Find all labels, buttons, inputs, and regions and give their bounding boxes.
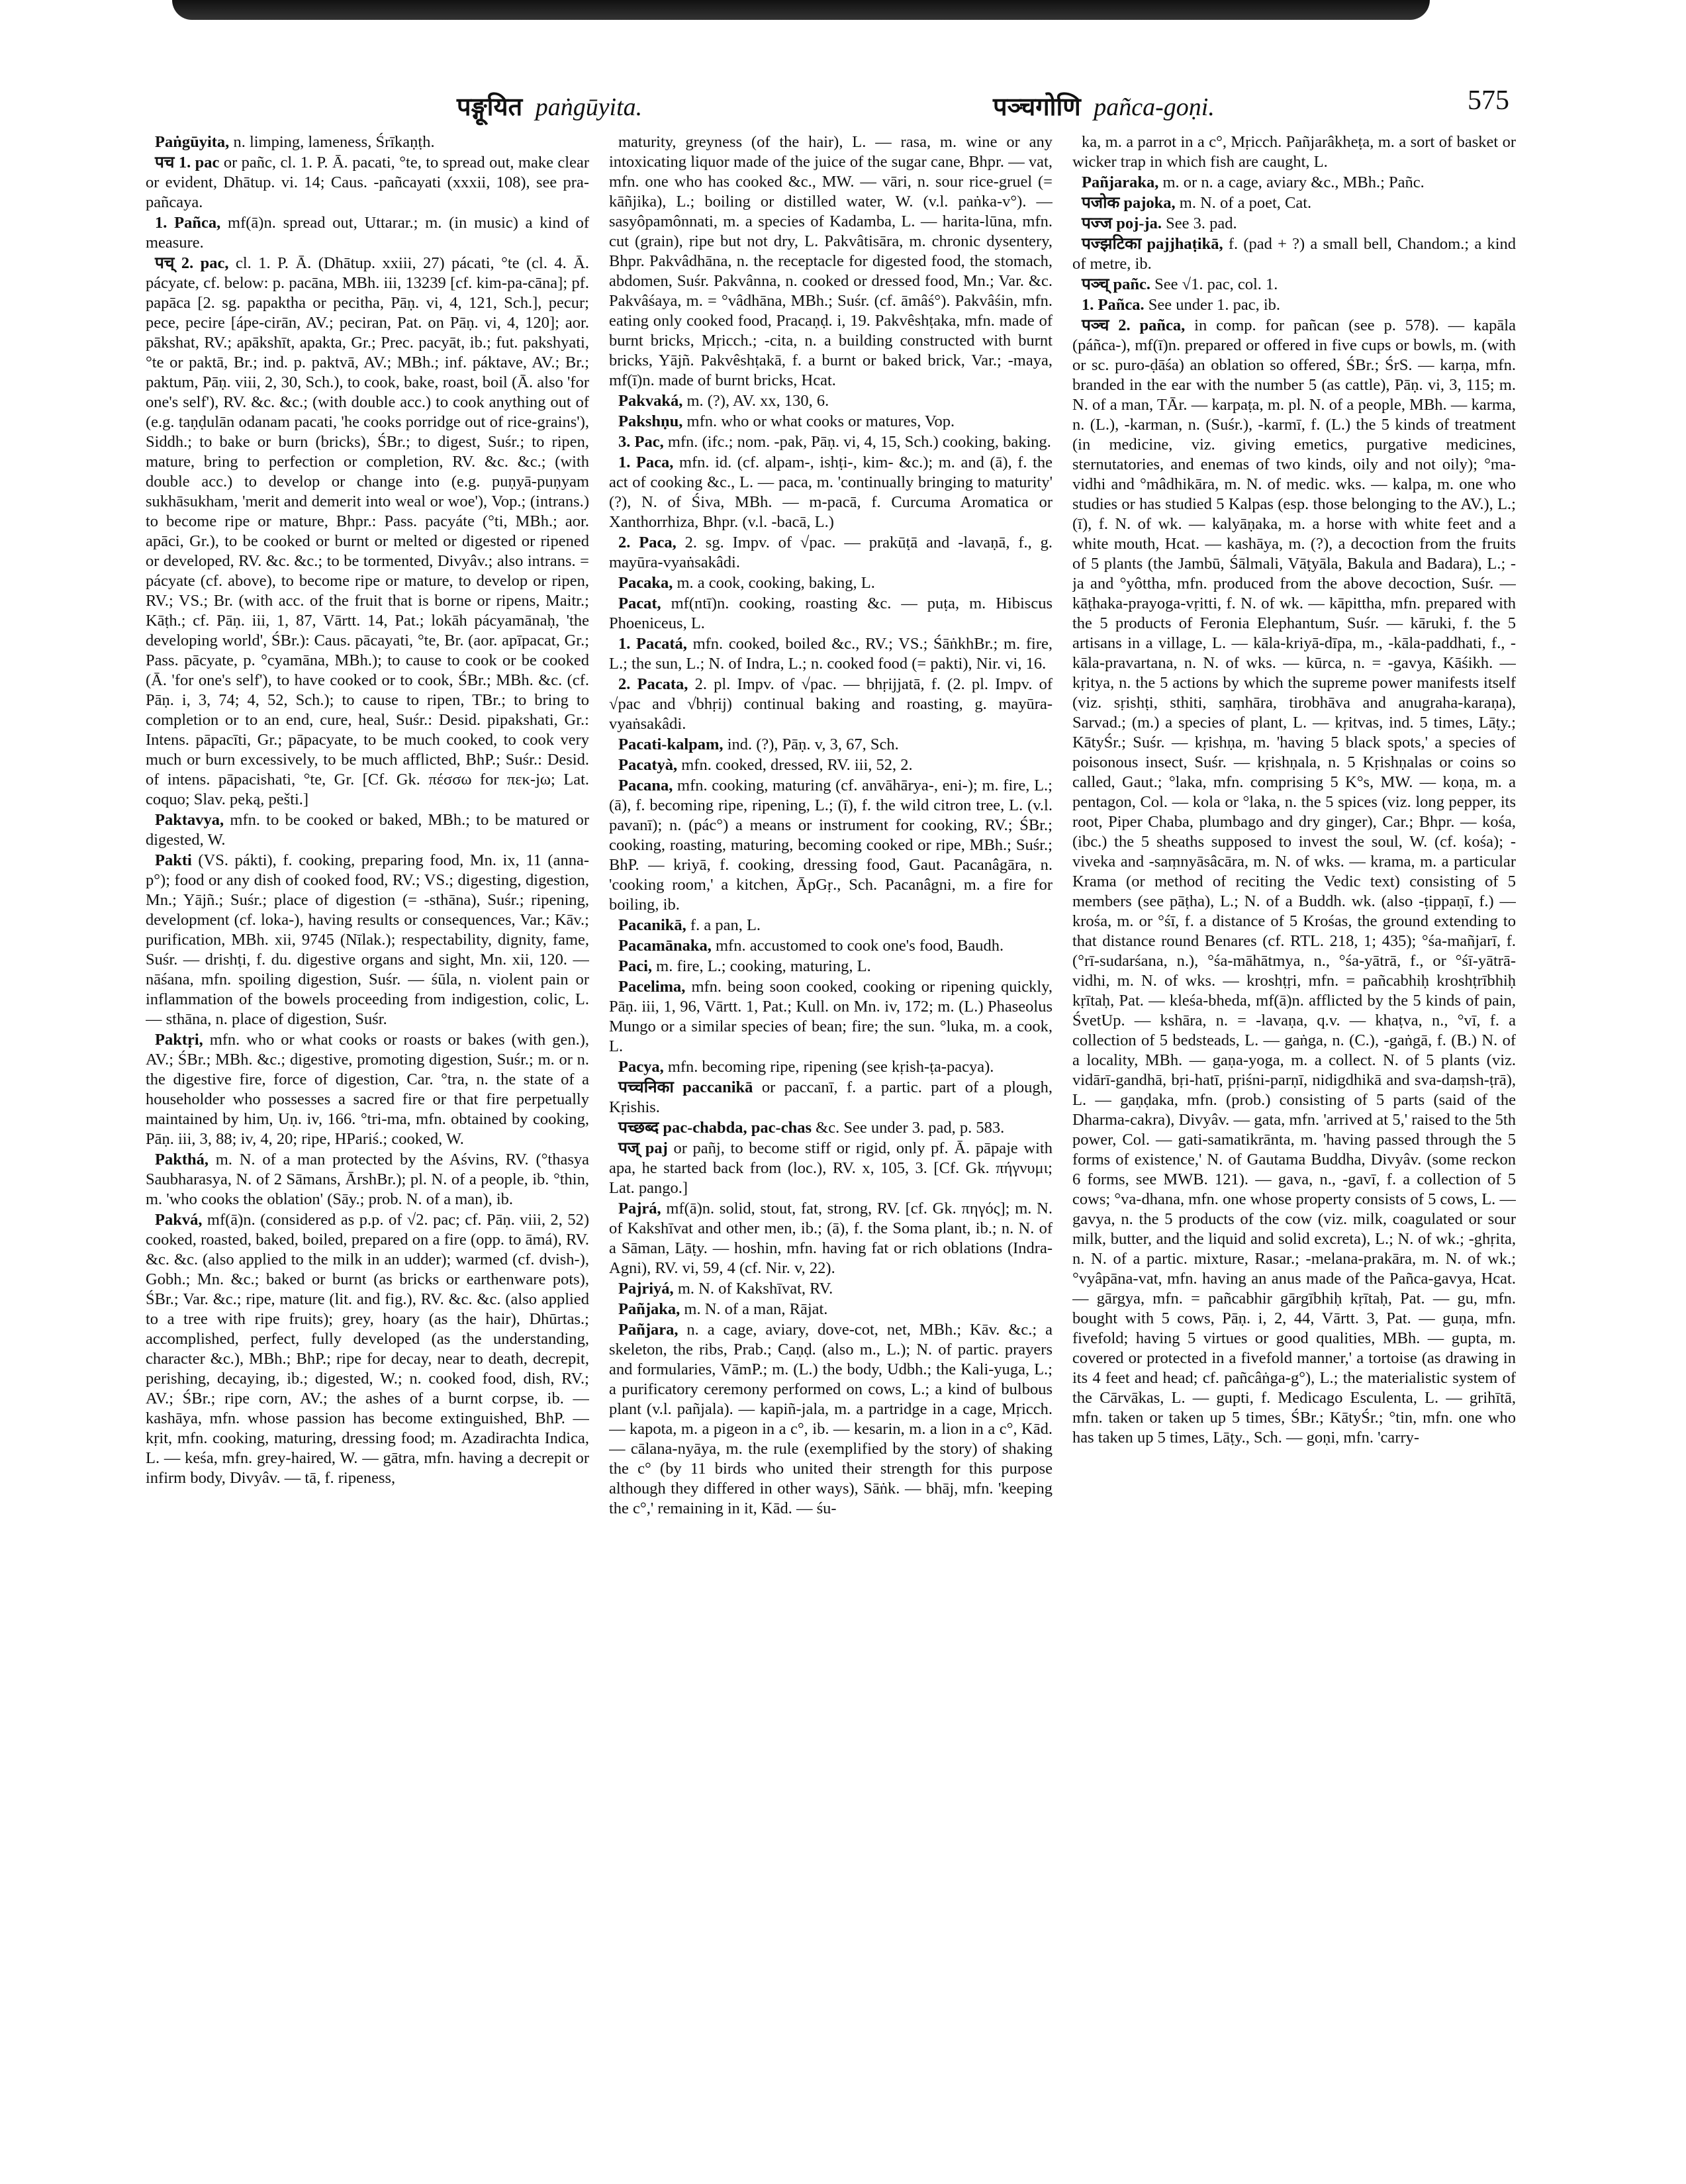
entry-text: mfn. accustomed to cook one's food, Baudh.	[716, 937, 1004, 955]
entry-headword: पजोक pajoka,	[1082, 194, 1176, 212]
entry-text: mfn. being soon cooked, cooking or ripening quickly, Pāṇ. iii, 1, 96, Vārtt. 1, Pat.; Kull. on Mn. iv, 172; m. (L.) Phaseolus Mungo or a similar species of bean; fire; the sun. °luka, m. a cook, L.	[609, 978, 1053, 1055]
entry-text: ind. (?), Pāṇ. v, 3, 67, Sch.	[727, 736, 899, 753]
dictionary-entry	[609, 412, 1053, 432]
entry-headword: 1. Pañca,	[155, 214, 221, 232]
dictionary-entry	[609, 776, 1053, 915]
entry-text: m. N. of a man, Rājat.	[684, 1300, 828, 1318]
entry-headword: पञ्च 2. pañca,	[1082, 316, 1186, 334]
entry-headword: Pakshṇu,	[618, 412, 683, 430]
entry-headword: 1. Paca,	[618, 453, 674, 471]
dictionary-entry	[1072, 234, 1516, 274]
entry-text: m. N. of Kakshīvat, RV.	[677, 1280, 833, 1298]
entry-text: maturity, greyness (of the hair), L. — rasa, m. wine or any intoxicating liquor made of the juice of the sugar cane, Bhpr. — vat, mfn. one who has cooked &c., MW. — vāri, n. sour rice-gruel (= kāñjika), L.; boiling or distilled water, W. (v.l. paṅka-v°). — sasyôpamônnati, m. a species of Kadamba, L. — harita-lūna, mfn. cut (grain), ripe but not dry, L. Pakvâtisāra, m. chronic dysentery, Bhpr. Pakvâdhāna, n. the receptacle for digested food, the stomach, abdomen, Suśr. Pakvânna, n. cooked or dressed food, Mn.; Var. &c. Pakvâśaya, m. = °vâdhāna, MBh.; Suśr. (cf. āmâś°). Pakvâśin, mfn. eating only cooked food, Pracaṇḍ. i, 19. Pakvêshṭaka, mfn. made of burnt bricks, Mṛicch.; -cita, n. a building constructed with burnt bricks, Yājñ. Pakvêshṭakā, f. a burnt or baked brick, Var.; -maya, mf(ī)n. made of burnt bricks, Hcat.	[609, 133, 1053, 389]
dictionary-entry	[609, 594, 1053, 634]
entry-headword: 1. Pañca.	[1082, 296, 1145, 314]
entry-text: mfn. who or what cooks or matures, Vop.	[686, 412, 955, 430]
entry-headword: Pacanikā,	[618, 916, 686, 934]
dictionary-entry	[609, 132, 1053, 391]
dictionary-entry	[609, 1139, 1053, 1198]
entry-headword: Pacelima,	[618, 978, 686, 996]
entry-text: ka, m. a parrot in a c°, Mṛicch. Pañjarâkheṭa, m. a sort of basket or wicker trap in which fish are caught, L.	[1072, 133, 1516, 171]
entry-headword: पच्चनिका paccanikā	[618, 1078, 753, 1096]
entry-headword: Paktavya,	[155, 811, 224, 829]
dictionary-entry	[146, 1150, 589, 1210]
column-1	[146, 132, 589, 2158]
column-3	[1072, 132, 1516, 2158]
dictionary-entry	[146, 810, 589, 850]
entry-headword: पञ्च् pañc.	[1082, 275, 1151, 293]
entry-text: mfn. becoming ripe, ripening (see kṛish-ṭa-pacya).	[667, 1058, 994, 1076]
entry-headword: Paṅgūyita,	[155, 133, 230, 151]
entry-text: mf(ā)n. (considered as p.p. of √2. pac; cf. Pāṇ. viii, 2, 52) cooked, roasted, baked, boiled, prepared on a fire (opp. to āmá), RV. &c. &c. (also applied to the milk in an udder); warmed (cf. dvish-), Gobh.; Mn. &c.; baked or burnt (as bricks or earthenware pots), ŚBr.; Var. &c.; ripe, mature (lit. and fig.), RV. &c. &c. (also applied to a tree with ripe fruits); grey, hoary (as the hair), Dhūrtas.; accomplished, perfect, fully developed (as the understanding, character &c.), MBh.; BhP.; ripe for decay, near to death, decrepit, perishing, decaying, ib.; digested, W.; n. cooked food, dish, RV.; AV.; ŚBr.; ripe corn, AV.; the ashes of a burnt corpse, ib. — kashāya, mfn. whose passion has become extinguished, BhP. — kṛit, mfn. cooking, maturing, dressing food; m. Azadirachta Indica, L. — keśa, mfn. grey-haired, W. — gātra, mfn. having a decrepit or infirm body, Divyâv. — tā, f. ripeness,	[146, 1211, 589, 1487]
entry-headword: Pacati-kalpam,	[618, 736, 724, 753]
entry-headword: पज् paj	[618, 1139, 668, 1157]
running-head	[146, 79, 1509, 139]
dictionary-entry	[609, 634, 1053, 674]
entry-text: (VS. pákti), f. cooking, preparing food, Mn. ix, 11 (anna-p°); food or any dish of cooked food, RV.; VS.; digesting, digestion, Mn.; Yājñ.; Suśr.; place of digestion (= -sthāna), Suśr.; ripening, development (cf. loka-), having results or consequences, Var.; Kāv.; purification, MBh. xii, 9745 (Nīlak.); respectability, dignity, fame, Suśr. — drishṭi, f. du. digestive organs and sight, Mn. xii, 120. — nāśana, mfn. spoiling digestion, Suśr. — śūla, n. violent pain or inflammation of the bowels proceeding from indigestion, colic, L. — sthāna, n. place of digestion, Suśr.	[146, 851, 589, 1028]
dictionary-entry	[146, 1030, 589, 1149]
entry-text: or paccanī, f. a partic. part of a plough, Kṛishis.	[609, 1078, 1053, 1116]
entry-headword: 1. Pacatá,	[618, 635, 687, 653]
dictionary-entry	[146, 851, 589, 1029]
entry-text: mf(ā)n. spread out, Uttarar.; m. (in music) a kind of measure.	[146, 214, 589, 252]
entry-headword: Pajriyá,	[618, 1280, 674, 1298]
dictionary-entry	[1072, 316, 1516, 1448]
entry-text: mfn. cooked, boiled &c., RV.; VS.; ŚāṅkhBr.; m. fire, L.; the sun, L.; N. of Indra, L.; n. cooked food (= pakti), Nir. vi, 16.	[609, 635, 1053, 673]
running-head-left-devanagari: पङ्गूयित	[457, 92, 523, 121]
entry-headword: 2. Pacata,	[618, 675, 688, 693]
entry-text: m. N. of a man protected by the Aśvins, RV. (°thasya Saubharasya, N. of 2 Sāmans, ĀrshBr.); pl. N. of a people, ib. °thin, m. 'who cooks the oblation' (Sāy.; prob. N. of a man), ib.	[146, 1151, 589, 1208]
entry-headword: Pacatyà,	[618, 756, 678, 774]
dictionary-entry	[146, 254, 589, 810]
entry-text: f. a pan, L.	[690, 916, 761, 934]
running-head-left	[457, 89, 642, 123]
dictionary-entry	[146, 153, 589, 213]
entry-text: See 3. pad.	[1166, 214, 1237, 232]
column-2	[609, 132, 1053, 2158]
running-head-right-devanagari: पञ्चगोणि	[993, 92, 1081, 121]
entry-headword: Pakti	[155, 851, 192, 869]
dictionary-entry	[1072, 193, 1516, 213]
entry-headword: Pacaka,	[618, 574, 673, 592]
dictionary-entry	[609, 391, 1053, 411]
dictionary-entry	[609, 1300, 1053, 1319]
entry-text: See √1. pac, col. 1.	[1154, 275, 1278, 293]
entry-headword: Pakvaká,	[618, 392, 683, 410]
entry-text: 2. sg. Impv. of √pac. — prakūṭā and -lavaṇā, f., g. mayūra-vyaṅsakâdi.	[609, 534, 1053, 571]
entry-text: n. a cage, aviary, dove-cot, net, MBh.; Kāv. &c.; a skeleton, the ribs, Prab.; Caṇḍ. (also m., L.); N. of partic. prayers and formularies, VāmP.; m. (L.) the body, Udbh.; the Kali-yuga, L.; a purificatory ceremony performed on cows, L.; a kind of bulbous plant (v.l. pañjala). — kapiñ-jala, m. a partridge in a cage, Mṛicch. — kapota, m. a pigeon in a c°, ib. — kesarin, m. a lion in a c°, Kād. — cālana-nyāya, m. the rule (exemplified by the story) of shaking the c° (by 11 birds who united their strength for this purpose although they differed in other ways), Sāṅk. — bhāj, mfn. 'keeping the c°,' remaining in it, Kād. — śu-	[609, 1321, 1053, 1517]
entry-text: &c. See under 3. pad, p. 583.	[816, 1119, 1005, 1137]
dictionary-entry	[146, 132, 589, 152]
dictionary-entry	[609, 1057, 1053, 1077]
entry-headword: पच्छब्द pac-chabda, pac-chas	[618, 1119, 812, 1137]
dictionary-entry	[609, 675, 1053, 734]
entry-text: 2. pl. Impv. of √pac. — bhṛijjatā, f. (2. pl. Impv. of √pac and √bhṛij) continual baking and roasting, g. mayūra-vyaṅsakâdi.	[609, 675, 1053, 733]
dictionary-entry	[1072, 132, 1516, 172]
running-head-right	[993, 89, 1215, 123]
entry-headword: Pañjara,	[618, 1321, 679, 1339]
dictionary-entry	[609, 936, 1053, 956]
entry-text: cl. 1. P. Ā. (Dhātup. xxiii, 27) pácati, °te (cl. 4. Ā. pácyate, cf. below: p. pacāna, MBh. iii, 13239 [cf. kim-pa-cāna]; pf. papāca [2. sg. papaktha or pecitha, Pāṇ. vi, 4, 121, Sch.], pecur; pece, pecire [ápe-cirān, AV.; peciran, Pat. on Pāṇ. vi, 4, 120]; aor. pākshat, RV.; apākshīt, apakta, Gr.; Prec. pacyāt, ib.; fut. pakshyati, °te or paktā, Br.; ind. p. paktvā, AV.; MBh.; inf. páktave, AV.; Br.; paktum, Pāṇ. viii, 2, 30, Sch.), to cook, bake, roast, boil (Ā. also 'for one's self'), RV. &c. &c.; (with double acc.) to cook anything out of (e.g. taṇḍulān odanam pacati, 'he cooks porridge out of rice-grains'), Siddh.; to bake or burn (bricks), ŚBr.; to digest, Suśr.; to ripen, mature, bring to perfection or completion, RV. &c. &c.; (with double acc.) to develop or change into (e.g. puṇyā-puṇyam sukhāsukham, 'merit and demerit into weal or woe'), Vop.; (intrans.) to become ripe or mature, Bhpr.: Pass. pacyáte (°ti, MBh.; aor. apāci, Gr.), to be cooked or burnt or melted or digested or ripened or developed, RV. &c. &c.; to be tormented, Divyâv.; also intrans. = pácyate (cf. above), to become ripe or mature, to develop or ripen, RV.; VS.; Br. (with acc. of the fruit that is borne or ripens, Maitr.; Kāṭh.; cf. Pāṇ. iii, 1, 87, Vārtt. 14, Pat.; lokāh pácyamānaḥ, 'the developing world', ŚBr.): Caus. pācayati, °te, Br. (aor. apīpacat, Gr.; Pass. pācyate, p. °cyamāna, MBh.); to cause to cook or be cooked (Ā. 'for one's self'), to have cooked or to cook, ŚBr.; MBh. &c. (cf. Pāṇ. i, 3, 74; 4, 52, Sch.); to cause to ripen, TBr.; to bring to completion or to an end, cure, heal, Suśr.: Desid. pipakshati, Gr.: Intens. pāpacīti, Gr.; pāpacyate, to be much cooked, to cook very much or burn excessively, to be much afflicted, BhP.; Suśr.: Desid. of intens. pāpacishati, °te, Gr. [Cf. Gk. πέσσω for πεκ-jω; Lat. coquo; Slav. peką, pešti.]	[146, 254, 589, 808]
entry-headword: पच् 2. pac,	[155, 254, 229, 272]
entry-headword: Pacat,	[618, 594, 661, 612]
dictionary-entry	[609, 977, 1053, 1057]
dictionary-entry	[609, 1279, 1053, 1299]
entry-text: mfn. id. (cf. alpam-, ishṭi-, kim- &c.); m. and (ā), f. the act of cooking &c., L. — paca, m. 'continually bringing to maturity' (?), N. of Śiva, MBh. — m-pacā, f. Curcuma Aromatica or Xanthorrhiza, Bhpr. (v.l. -bacā, L.)	[609, 453, 1053, 531]
entry-headword: Pañjaraka,	[1082, 173, 1159, 191]
entry-headword: पज्झटिका pajjhaṭikā,	[1082, 235, 1223, 253]
entry-text: mf(ntī)n. cooking, roasting &c. — puṭa, m. Hibiscus Phoeniceus, L.	[609, 594, 1053, 632]
dictionary-entry	[1072, 275, 1516, 295]
dictionary-entry	[1072, 295, 1516, 315]
running-head-right-latin: pañca-goṇi.	[1094, 93, 1215, 121]
page-top-shadow	[172, 0, 1430, 20]
dictionary-entry	[609, 755, 1053, 775]
dictionary-columns	[146, 132, 1516, 2158]
dictionary-entry	[609, 573, 1053, 593]
dictionary-entry	[609, 533, 1053, 573]
entry-text: m. fire, L.; cooking, maturing, L.	[656, 957, 871, 975]
entry-text: mfn. to be cooked or baked, MBh.; to be matured or digested, W.	[146, 811, 589, 849]
entry-headword: Pakvá,	[155, 1211, 203, 1229]
entry-text: mfn. cooked, dressed, RV. iii, 52, 2.	[681, 756, 913, 774]
entry-text: mfn. cooking, maturing (cf. anvāhārya-, eni-); m. fire, L.; (ā), f. becoming ripe, ripening, L.; (ī), f. the wild citron tree, L. (v.l. pavanī); n. (pác°) a means or instrument for cooking, RV.; ŚBr.; cooking, roasting, maturing, becoming cooked or ripe, MBh.; Suśr.; BhP. — kriyā, f. cooking, dressing food, Gaut. Pacanâgāra, n. 'cooking room,' a kitchen, ĀpGṛ., Sch. Pacanâgni, m. a fire for boiling, ib.	[609, 777, 1053, 914]
entry-text: m. (?), AV. xx, 130, 6.	[686, 392, 829, 410]
entry-headword: Pacamānaka,	[618, 937, 712, 955]
dictionary-entry	[609, 735, 1053, 755]
dictionary-entry	[609, 1118, 1053, 1138]
entry-text: m. N. of a poet, Cat.	[1179, 194, 1312, 212]
entry-headword: पच 1. pac	[155, 154, 220, 171]
entry-headword: Pacana,	[618, 777, 673, 794]
dictionary-entry	[146, 213, 589, 253]
entry-headword: Pakthá,	[155, 1151, 209, 1168]
entry-text: f. (pad + ?) a small bell, Chandom.; a kind of metre, ib.	[1072, 235, 1516, 273]
entry-text: m. a cook, cooking, baking, L.	[677, 574, 875, 592]
entry-headword: Pacya,	[618, 1058, 664, 1076]
dictionary-entry	[1072, 173, 1516, 193]
entry-headword: Pajrá,	[618, 1200, 661, 1217]
entry-headword: Pañjaka,	[618, 1300, 680, 1318]
entry-text: mfn. who or what cooks or roasts or bakes (with gen.), AV.; ŚBr.; MBh. &c.; digestive, promoting digestion, Suśr.; m. or n. the digestive fire, force of digestion, Car. °tra, n. the state of a householder who possesses a sacred fire or that fire perpetually maintained by him, Uṇ. iv, 166. °tri-ma, mfn. obtained by cooking, Pāṇ. iii, 3, 88; iv, 4, 20; ripe, HPariś.; cooked, W.	[146, 1031, 589, 1148]
entry-text: mf(ā)n. solid, stout, fat, strong, RV. [cf. Gk. πηγός]; m. N. of Kakshīvat and other men, ib.; (ā), f. the Soma plant, ib.; n. N. of a Sāman, Lāṭy. — hoshin, mfn. having fat or rich oblations (Indra-Agni), RV. vi, 59, 4 (cf. Nir. v, 22).	[609, 1200, 1053, 1277]
entry-text: m. or n. a cage, aviary &c., MBh.; Pañc.	[1162, 173, 1425, 191]
dictionary-entry	[609, 453, 1053, 532]
entry-headword: 2. Paca,	[618, 534, 677, 551]
dictionary-entry	[609, 916, 1053, 935]
entry-headword: Paktṛi,	[155, 1031, 203, 1049]
entry-headword: पज्ज poj-ja.	[1082, 214, 1162, 232]
dictionary-entry	[609, 1078, 1053, 1117]
entry-text: or pañj, to become stiff or rigid, only pf. Ā. pāpaje with apa, he started back from (loc.), RV. x, 105, 3. [Cf. Gk. πήγνυμι; Lat. pango.]	[609, 1139, 1053, 1197]
dictionary-entry	[609, 957, 1053, 976]
entry-text: in comp. for pañcan (see p. 578). — kapāla (páñca-), mf(ī)n. prepared or offered in five cups or bowls, m. (with or sc. puro-ḍāśa) an oblation so offered, ŚBr.; ŚrS. — karṇa, mfn. branded in the ear with the number 5 (as cattle), Pāṇ. vi, 3, 115; m. N. of a man, TĀr. — karpaṭa, m. pl. N. of a people, MBh. — karma, n. (L.), -karman, n. (Suśr.), -karmī, f. (L.) the 5 kinds of treatment (in medicine, viz. giving emetics, purgative medicines, sternutatories, and enemas of two kinds, oily and not oily); °ma-vidhi and °mâdhikāra, m. N. of medic. wks. — kalpa, m. one who studies or has studied 5 Kalpas (esp. those belonging to the AV.), L.; (ī), f. N. of wk. — kalyāṇaka, m. a horse with white feet and a white mouth, Hcat. — kashāya, m. (?), a decoction from the fruits of 5 plants (the Jambū, Śālmali, Vāṭyāla, Bakula and Badara), L.; -ja and °yôttha, mfn. produced from the above decoction, Suśr. — kāṭhaka-prayoga-vṛitti, f. N. of wk. — kāpittha, mfn. prepared with the 5 products of Feronia Elephantum, Suśr. — kāruki, f. the 5 artisans in a village, L. — kāla-kriyā-dīpa, m., -kāla-paddhati, f., -kāla-pravartana, n. N. of wks. — kūrca, n. = -gavya, Kāśikh. — kṛitya, n. the 5 actions by which the supreme power manifests itself (viz. sṛishṭi, sthiti, saṃhāra, tirobhāva and anugraha-karaṇa), Sarvad.; (m.) a species of plant, L. — kṛitvas, ind. 5 times, Lāṭy.; KātyŚr.; Suśr. — kṛishṇa, m. 'having 5 black spots,' a species of poisonous insect, Suśr. — kṛishṇala, n. 5 Kṛishṇalas or coins so called, Gaut.; °laka, mfn. comprising 5 K°s, MW. — koṇa, m. a pentagon, Col. — kola or °laka, n. the 5 spices (viz. long pepper, its root, Piper Chaba, plumbago and dry ginger), Car.; Bhpr. — kośa, (ibc.) the 5 sheaths supposed to invest the soul, W. (cf. kośa); -viveka and -saṃnyāsâcāra, m. N. of wks. — krama, m. a particular Krama (or method of reciting the Vedic text) consisting of 5 members (see pāṭha), L.; N. of a Buddh. wk. (also -ṭippaṇī, f.) — krośa, m. or °śī, f. a distance of 5 Krośas, the ground extending to that distance round Benares (cf. RTL. 218, 1; 435); °śa-mañjarī, f. (°rī-sudarśana, n.), °śa-māhātmya, n., °śa-yātrā, f., or °śī-yātrā-vidhi, m. N. of wks. — kroshṭṛi, mfn. = pañcabhiḥ kroshṭrībhiḥ kṛītaḥ, Pat. — kleśa-bheda, mf(ā)n. afflicted by the 5 kinds of pain, ŚvetUp. — kshāra, n. = -lavaṇa, q.v. — khaṭva, n., °vī, f. a collection of 5 bedsteads, L. — gaṅga, n. (C.), -gaṅgā, f. (B.) N. of a locality, MBh. — gaṇa-yoga, m. a collect. N. of 5 plants (viz. vidārī-gandhā, bṛi-hatī, pṛiśni-parṇī, nidigdhikā and sva-daṃsh-ṭrā), L. — gaṇḍaka, mfn. (prob.) consisting of 5 parts (said of the Dharma-cakra), Divyâv. — gata, mfn. 'arrived at 5,' raised to the 5th power, Col. — gati-samatikrānta, m. 'having passed through the 5 forms of existence,' N. of Gautama Buddha, Divyâv. (some reckon 6 forms, see MWB. 121). — gava, n., -gavī, f. a collection of 5 cows; °va-dhana, mfn. one whose property consists of 5 cows, L. — gavya, n. the 5 products of the cow (viz. milk, coagulated or sour milk, butter, and the liquid and solid excreta), L.; N. of wk.; -ghṛita, n. N. of a partic. mixture, Rasar.; -melana-prakāra, m. N. of wk.; °vyâpāna-vat, mfn. having an anus made of the Pañca-gavya, Hcat. — gārgya, mfn. = pañcabhir gārgībhiḥ kṛītaḥ, Pat. — gu, mfn. bought with 5 cows, Pāṇ. i, 2, 44, Vārtt. 3, Pat. — guṇa, mfn. fivefold; having 5 virtues or good qualities, MBh. — gupta, m. covered or protected in a fivefold manner,' a tortoise (as drawing in its 4 feet and head; cf. pañcâṅga-g°), L.; the materialistic system of the Cārvākas, L. — gupti, f. Medicago Esculenta, L. — grihītā, mfn. taken or taken up 5 times, ŚBr.; KātyŚr.; °tin, mfn. one who has taken up 5 times, Lāṭy., Sch. — goṇi, mfn. 'carry-	[1072, 316, 1516, 1447]
entry-headword: 3. Pac,	[618, 433, 664, 451]
dictionary-entry	[609, 432, 1053, 452]
page-number: 575	[1468, 85, 1509, 116]
entry-text: or pañc, cl. 1. P. Ā. pacati, °te, to spread out, make clear or evident, Dhātup. vi. 14; Caus. -pañcayati (xxxii, 108), see pra-pañcaya.	[146, 154, 589, 211]
entry-text: n. limping, lameness, Śrīkaṇṭh.	[233, 133, 435, 151]
dictionary-entry	[1072, 214, 1516, 234]
entry-text: mfn. (ifc.; nom. -pak, Pāṇ. vi, 4, 15, Sch.) cooking, baking.	[667, 433, 1051, 451]
running-head-left-latin: paṅgūyita.	[535, 93, 643, 121]
dictionary-entry	[609, 1199, 1053, 1278]
entry-text: See under 1. pac, ib.	[1148, 296, 1281, 314]
entry-headword: Paci,	[618, 957, 653, 975]
dictionary-entry	[609, 1320, 1053, 1519]
dictionary-entry	[146, 1210, 589, 1488]
